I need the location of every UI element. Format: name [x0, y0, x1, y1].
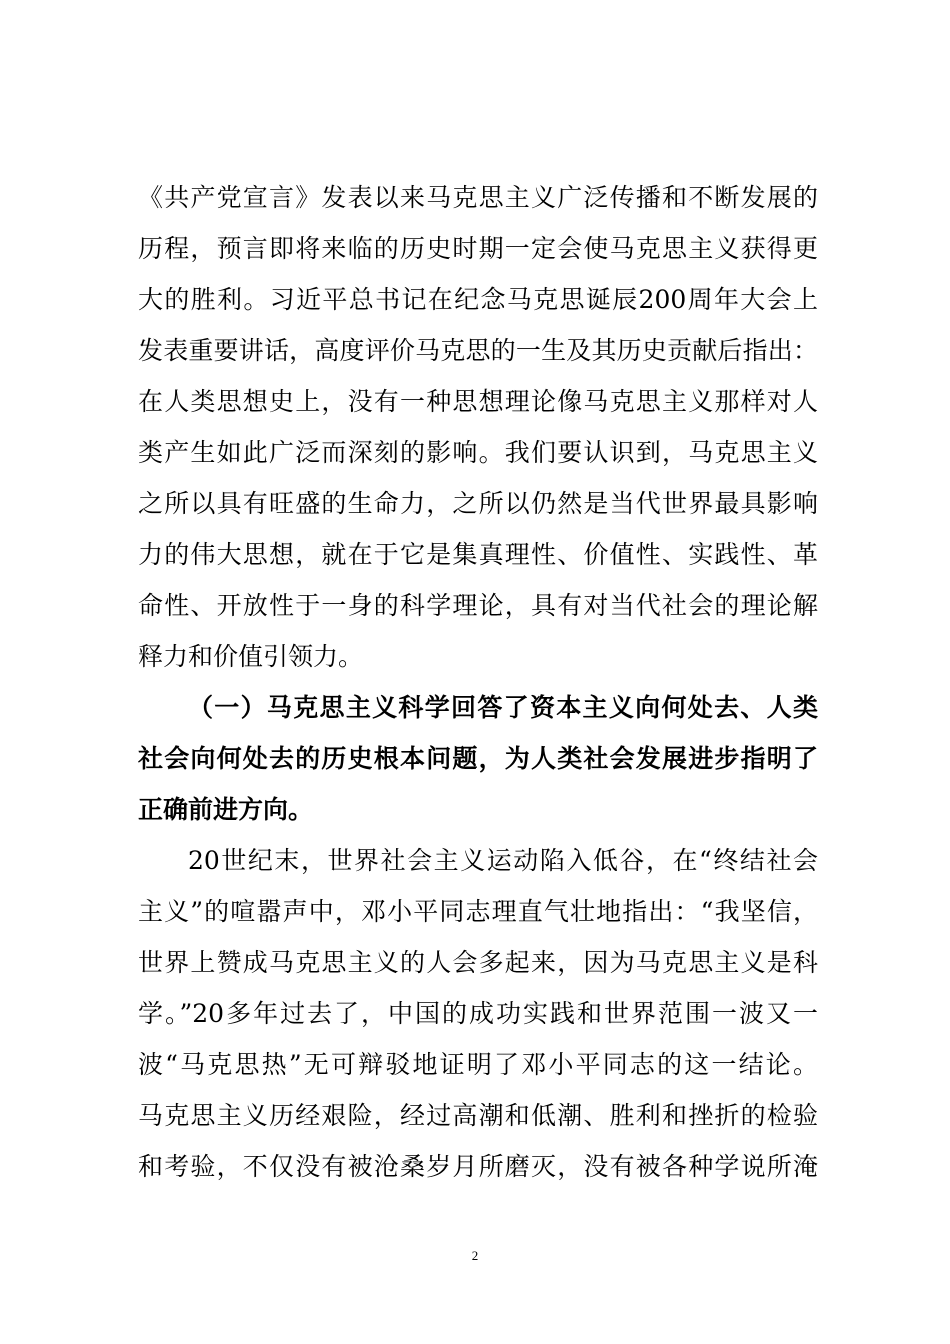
text-line: 20世纪末，世界社会主义运动陷入低谷，在“终结社会	[188, 846, 818, 875]
page-number: 2	[471, 1248, 479, 1263]
text-line: 大的胜利。习近平总书记在纪念马克思诞辰200周年大会上	[138, 285, 818, 314]
text-line: 在人类思想史上，没有一种思想理论像马克思主义那样对人	[138, 387, 818, 416]
text-line: 世界上赞成马克思主义的人会多起来，因为马克思主义是科	[138, 948, 818, 977]
text-line: 波“马克思热”无可辩驳地证明了邓小平同志的这一结论。	[138, 1050, 818, 1079]
text-line: 和考验，不仅没有被沧桑岁月所磨灭，没有被各种学说所淹	[138, 1152, 818, 1181]
heading-line: （一）马克思主义科学回答了资本主义向何处去、人类	[188, 693, 818, 722]
text-line: 学。”20多年过去了，中国的成功实践和世界范围一波又一	[138, 999, 818, 1028]
paragraph-late-20th-century	[138, 835, 818, 1192]
text-line: 之所以具有旺盛的生命力，之所以仍然是当代世界最具影响	[138, 489, 818, 518]
section-heading	[138, 682, 818, 835]
text-line: 马克思主义历经艰险，经过高潮和低潮、胜利和挫折的检验	[138, 1101, 818, 1130]
heading-line: 正确前进方向。	[138, 795, 314, 824]
text-line: 《共产党宣言》发表以来马克思主义广泛传播和不断发展的	[138, 183, 818, 212]
document-body	[138, 172, 818, 1192]
text-line: 释力和价值引领力。	[138, 642, 364, 671]
text-line: 类产生如此广泛而深刻的影响。我们要认识到，马克思主义	[138, 438, 818, 467]
text-line: 发表重要讲话，高度评价马克思的一生及其历史贡献后指出：	[138, 336, 818, 365]
heading-line: 社会向何处去的历史根本问题，为人类社会发展进步指明了	[138, 744, 818, 773]
text-line: 命性、开放性于一身的科学理论，具有对当代社会的理论解	[138, 591, 818, 620]
text-line: 主义”的喧嚣声中，邓小平同志理直气壮地指出：“我坚信，	[138, 897, 818, 926]
paragraph-marxism-influence	[138, 172, 818, 682]
text-line: 力的伟大思想，就在于它是集真理性、价值性、实践性、革	[138, 540, 818, 569]
text-line: 历程，预言即将来临的历史时期一定会使马克思主义获得更	[138, 234, 818, 263]
